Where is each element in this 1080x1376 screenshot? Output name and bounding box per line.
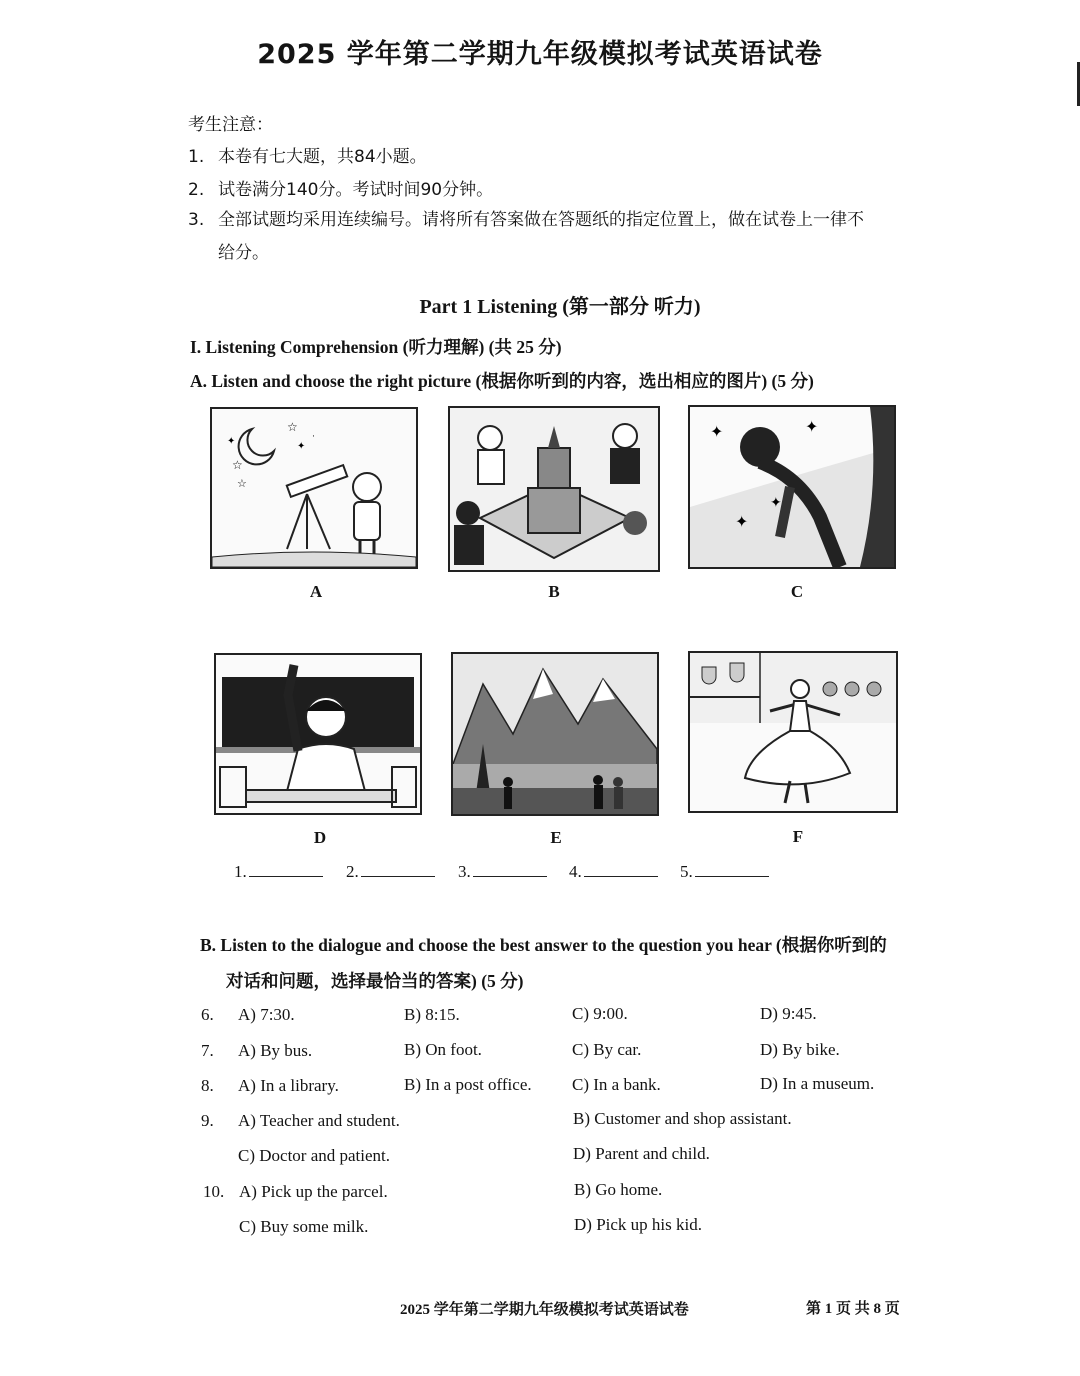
option-7d: D) By bike. bbox=[760, 1040, 840, 1059]
option-10d: D) Pick up his kid. bbox=[574, 1215, 702, 1234]
section-a-heading: A. Listen and choose the right picture (根据你听到的内容，选出相应的图片) (5 分) bbox=[190, 371, 814, 391]
svg-text:✦: ✦ bbox=[735, 514, 749, 531]
question-num-9: 9. bbox=[201, 1111, 214, 1130]
exam-title: 2025 学年第二学期九年级模拟考试英语试卷 bbox=[257, 39, 823, 70]
option-6d: D) 9:45. bbox=[760, 1004, 817, 1023]
option-8a: A) In a library. bbox=[238, 1076, 339, 1095]
boy-telescope-icon bbox=[212, 409, 416, 567]
option-10b: B) Go home. bbox=[574, 1180, 663, 1199]
blank-num: 1. bbox=[234, 862, 247, 881]
footer-page-number: 第 1 页 共 8 页 bbox=[806, 1301, 900, 1317]
option-9d: D) Parent and child. bbox=[573, 1144, 710, 1163]
question-num-7: 7. bbox=[201, 1041, 214, 1060]
option-6a: A) 7:30. bbox=[238, 1005, 295, 1024]
answer-blank-1[interactable] bbox=[234, 862, 323, 882]
blank-num: 3. bbox=[458, 862, 471, 881]
option-9c: C) Doctor and patient. bbox=[238, 1146, 391, 1165]
picture-f bbox=[688, 651, 898, 813]
svg-text:✦: ✦ bbox=[805, 419, 819, 436]
option-9b: B) Customer and shop assistant. bbox=[573, 1109, 792, 1128]
svg-text:·: · bbox=[312, 431, 315, 441]
note-num: 2. bbox=[188, 180, 205, 200]
note-num: 1. bbox=[188, 147, 205, 167]
blank-num: 4. bbox=[569, 862, 582, 881]
picture-label-e: E bbox=[550, 828, 562, 847]
note-item-3-continued: 给分。 bbox=[218, 243, 269, 263]
answer-blank-4[interactable] bbox=[569, 862, 658, 882]
option-7c: C) By car. bbox=[572, 1040, 642, 1059]
blank-num: 2. bbox=[346, 862, 359, 881]
note-item-1 bbox=[188, 142, 427, 167]
picture-label-d: D bbox=[313, 828, 327, 847]
option-8c: C) In a bank. bbox=[572, 1075, 661, 1094]
option-10a: A) Pick up the parcel. bbox=[239, 1182, 388, 1201]
option-10c: C) Buy some milk. bbox=[239, 1217, 369, 1236]
part1-title: Part 1 Listening (第一部分 听力) bbox=[419, 296, 701, 318]
answer-blank-3[interactable] bbox=[458, 862, 547, 882]
option-8b: B) In a post office. bbox=[404, 1075, 532, 1094]
notes-heading: 考生注意： bbox=[188, 115, 273, 135]
note-item-2 bbox=[188, 175, 493, 200]
picture-a bbox=[210, 407, 418, 569]
svg-text:✦: ✦ bbox=[710, 424, 724, 441]
question-num-6: 6. bbox=[201, 1005, 214, 1024]
note-text: 本卷有七大题，共84小题。 bbox=[218, 147, 427, 167]
svg-text:☆: ☆ bbox=[237, 478, 247, 490]
option-7b: B) On foot. bbox=[404, 1040, 482, 1059]
section-1-heading: I. Listening Comprehension (听力理解) (共 25 分) bbox=[190, 337, 562, 357]
option-7a: A) By bus. bbox=[238, 1041, 313, 1060]
section-b-heading: B. Listen to the dialogue and choose the best answer to the question you hear (根据你听到的 bbox=[200, 935, 887, 955]
picture-label-f: F bbox=[792, 827, 804, 846]
note-text: 全部试题均采用连续编号。请将所有答案做在答题纸的指定位置上，做在试卷上一律不 bbox=[218, 210, 864, 230]
blank-num: 5. bbox=[680, 862, 693, 881]
answer-blank-2[interactable] bbox=[346, 862, 435, 882]
tired-runner-icon bbox=[690, 407, 894, 567]
question-num-10: 10. bbox=[203, 1182, 225, 1201]
picture-label-c: C bbox=[790, 582, 804, 601]
svg-text:☆: ☆ bbox=[232, 458, 243, 472]
svg-text:✦: ✦ bbox=[297, 441, 306, 452]
option-6c: C) 9:00. bbox=[572, 1004, 628, 1023]
picture-label-a: A bbox=[309, 582, 323, 601]
girl-dancing-icon bbox=[690, 653, 896, 811]
mountain-lake-icon bbox=[453, 654, 657, 814]
picture-label-b: B bbox=[548, 582, 560, 601]
svg-text:☆: ☆ bbox=[287, 420, 298, 434]
picture-c bbox=[688, 405, 896, 569]
note-num: 3. bbox=[188, 210, 205, 230]
picture-d bbox=[214, 653, 422, 815]
svg-text:✦: ✦ bbox=[227, 436, 236, 447]
picture-b bbox=[448, 406, 660, 572]
note-text: 试卷满分140分。考试时间90分钟。 bbox=[218, 180, 494, 200]
picture-e bbox=[451, 652, 659, 816]
meeting-building-icon bbox=[450, 408, 658, 570]
svg-text:✦: ✦ bbox=[770, 496, 782, 511]
option-6b: B) 8:15. bbox=[404, 1005, 460, 1024]
option-8d: D) In a museum. bbox=[760, 1074, 875, 1093]
footer-title: 2025 学年第二学期九年级模拟考试英语试卷 bbox=[400, 1302, 689, 1318]
answer-blank-5[interactable] bbox=[680, 862, 769, 882]
section-b-heading-cont: 对话和问题，选择最恰当的答案) (5 分) bbox=[226, 971, 524, 991]
option-9a: A) Teacher and student. bbox=[238, 1111, 400, 1130]
boy-raising-hand-icon bbox=[216, 655, 420, 813]
question-num-8: 8. bbox=[201, 1076, 214, 1095]
note-item-3 bbox=[188, 205, 864, 230]
